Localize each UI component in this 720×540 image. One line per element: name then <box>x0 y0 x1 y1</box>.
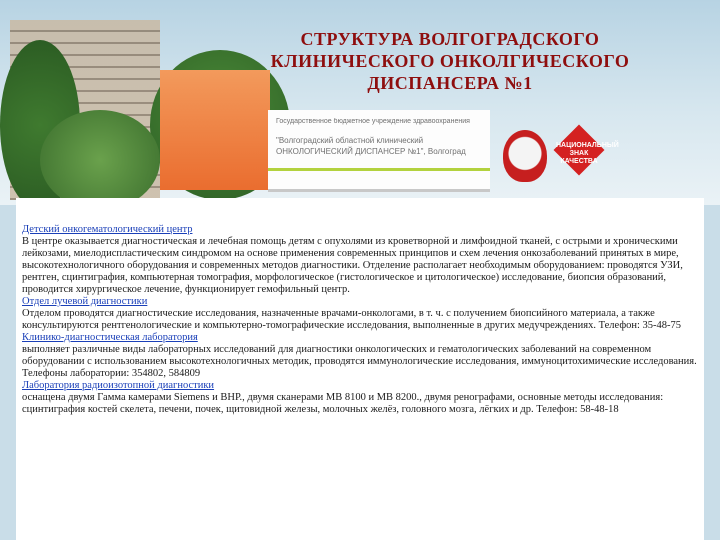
section-clinical-lab <box>22 332 698 380</box>
section-text-radiology: Отделом проводятся диагностические исследования, назначенные врачами-онкологами, в т. ч. с получением биопсийного материала, а также консультируются рентгенологические и компьютерно-томографические исследования, выполненные в других медучреждениях. Телефон: 35-48-75 <box>22 308 682 331</box>
section-radioisotope-lab <box>22 380 698 416</box>
section-link-radioisotope-lab[interactable]: Лаборатория радиоизотопной диагностики <box>22 380 215 391</box>
section-text-childrens-oncohematology: В центре оказывается диагностическая и лечебная помощь детям с опухолями из кроветворной и лимфоидной тканей, с острыми и хроническими лейкозами, миелодиспластическим синдромом на основе применения современных принципов и схем лечения онкозаболеваний принятых в мире, высокотехнологичного оборудования и современных методов диагностики. Отделение располагает необходимым оборудованием: проводятся УЗИ, рентген, сцинтиграфия, компьютерная томография, морфологическое (гистологическое и цитологическое) исследование, биопсия образований, проводится хирургическое лечение, функционирует гемофильный центр. <box>22 236 683 295</box>
sign-line-1: Государственное бюджетное учреждение здравоохранения <box>276 118 470 125</box>
sign-line-3: ОНКОЛОГИЧЕСКИЙ ДИСПАНСЕР №1", Волгоград <box>276 147 466 156</box>
institution-sign <box>268 110 490 192</box>
title-line-3: ДИСПАНСЕРА №1 <box>367 73 533 93</box>
title-line-2: КЛИНИЧЕСКОГО ОНКОЛГИЧЕСКОГО <box>270 51 630 71</box>
section-text-clinical-lab: выполняет различные виды лабораторных исследований для диагностики онкологических и гематологических заболеваний на современном оборудовании с использованием высокотехнологичных методик, проводятся иммунологические исследования, иммуноцитохимические исследования. Телефоны лаборатории: 354802, 584809 <box>22 344 697 379</box>
sign-line-2: "Волгоградский областной клинический <box>276 136 424 145</box>
title-line-1: СТРУКТУРА ВОЛГОГРАДСКОГО <box>300 29 600 49</box>
section-text-radioisotope-lab: оснащена двумя Гамма камерами Siemens и ВНР., двумя сканерами МВ 8100 и МВ 8200., двумя ренографами, основные методы исследования: сцинтиграфия костей скелета, печени, почек, щитовидной железы, молочных желёз, головного мозга, лёгких и др. Телефон: 58-48-18 <box>22 392 664 415</box>
quality-mark-text: НАЦИОНАЛЬНЫЙ ЗНАК КАЧЕСТВА <box>556 142 619 165</box>
content-panel <box>16 198 704 540</box>
section-link-clinical-lab[interactable]: Клинико-диагностическая лаборатория <box>22 332 198 343</box>
sign-stripe <box>268 168 490 171</box>
quality-mark-badge-icon <box>556 128 619 186</box>
tree-front <box>40 110 160 210</box>
section-link-radiology[interactable]: Отдел лучевой диагностики <box>22 296 148 307</box>
section-link-childrens-oncohematology[interactable]: Детский онкогематологический центр <box>22 224 193 235</box>
page-title <box>240 28 660 94</box>
section-radiology <box>22 296 698 332</box>
section-childrens-oncohematology <box>22 224 698 296</box>
seal-badge-icon <box>503 130 547 182</box>
